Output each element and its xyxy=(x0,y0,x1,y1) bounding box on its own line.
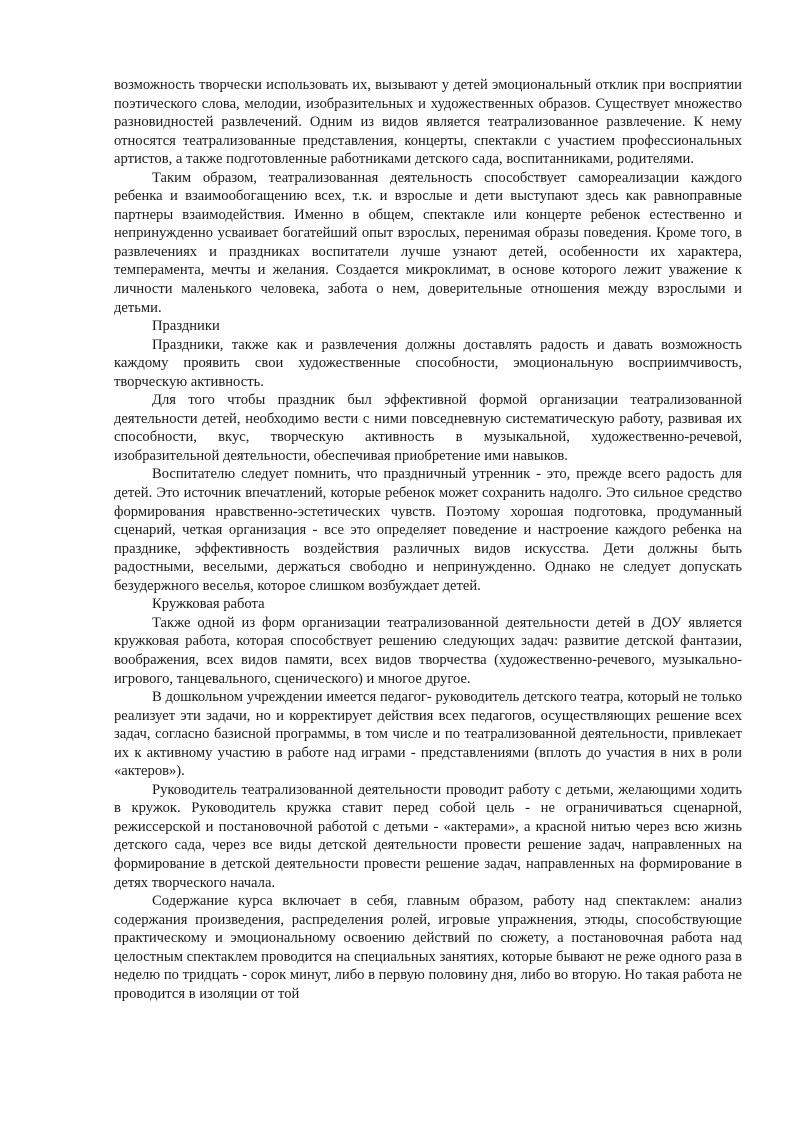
paragraph-8: Руководитель театрализованной деятельности проводит работу с детьми, желающими ходить в кружок. Руководитель кружка ставит перед собой цель - не ограничиваться сценарной, режиссерской и постановочной работой с детьми - «актерами», а красной нитью через всю жизнь детского сада, через все виды детской деятельности провести решение задач, направленных на формирование в детской деятельности провести решение задач, направленных на формирование в детях творческого начала. xyxy=(114,781,742,891)
section-heading-holidays: Праздники xyxy=(152,318,220,335)
section-heading-club-work: Кружковая работа xyxy=(152,596,265,613)
paragraph-5: Воспитателю следует помнить, что праздничный утренник - это, прежде всего радость для детей. Это источник впечатлений, которые ребенок может сохранить надолго. Это сильное средство формирования нравственно-эстетических чувств. Поэтому хорошая подготовка, продуманный сценарий, четкая организация - все это определяет поведение и настроение каждого ребенка на празднике, эффективность воздействия различных видов искусства. Дети должны быть радостными, веселыми, держаться свободно и непринужденно. Однако не следует допускать безудержного веселья, которое слишком возбуждает детей. xyxy=(114,466,742,594)
document-page xyxy=(114,76,742,1003)
paragraph-3: Праздники, также как и развлечения должны доставлять радость и давать возможность каждому проявить свои художественные способности, эмоциональную восприимчивость, творческую активность. xyxy=(114,336,742,390)
paragraph-9: Содержание курса включает в себя, главным образом, работу над спектаклем: анализ содержания произведения, распределения ролей, игровые упражнения, этюды, способствующие практическому и эмоциональному освоению действий по сюжету, а постановочная работа над целостным спектаклем проводится на специальных занятиях, которые бывают не реже одного раза в неделю по тридцать - сорок минут, либо в первую половину дня, либо во вторую. Но такая работа не проводится в изоляции от той xyxy=(114,893,742,1002)
paragraph-6: Также одной из форм организации театрализованной деятельности детей в ДОУ является кружковая работа, которая способствует решению следующих задач: развитие детской фантазии, воображения, всех видов памяти, всех видов творчества (художественно-речевого, музыкально-игрового, танцевального, сценического) и многое другое. xyxy=(114,614,742,687)
paragraph-2: Таким образом, театрализованная деятельность способствует самореализации каждого ребенка и взаимообогащению всех, т.к. и взрослые и дети выступают здесь как равноправные партнеры взаимодействия. Именно в общем, спектакле или концерте ребенок естественно и непринужденно усваивает богатейший опыт взрослых, перенимая образы поведения. Кроме того, в развлечениях и праздниках воспитатели лучше узнают детей, особенности их характера, темперамента, мечты и желания. Создается микроклимат, в основе которого лежит уважение к личности маленького человека, забота о нем, доверительные отношения между взрослыми и детьми. xyxy=(114,169,742,316)
paragraph-1: возможность творчески использовать их, вызывают у детей эмоциональный отклик при восприятии поэтического слова, мелодии, изобразительных и художественных образов. Существует множество разновидностей развлечений. Одним из видов является театрализованное развлечение. К нему относятся театрализованные представления, концерты, спектакли с участием профессиональных артистов, а также подготовленные работниками детского сада, воспитанниками, родителями. xyxy=(114,77,742,168)
paragraph-4: Для того чтобы праздник был эффективной формой организации театрализованной деятельности детей, необходимо вести с ними повседневную систематическую работу, развивая их способности, вкус, творческую активность в музыкальной, художественно-речевой, изобразительной деятельности, обеспечивая приобретение ими навыков. xyxy=(114,392,742,464)
paragraph-7: В дошкольном учреждении имеется педагог- руководитель детского театра, который не только реализует эти задачи, но и корректирует действия всех педагогов, осуществляющих решение всех задач, согласно базисной программы, в том числе и по театрализованной деятельности, привлекает их к активному участию в работе над играми - представлениями (вплоть до участия в них в роли «актеров»). xyxy=(114,689,742,780)
